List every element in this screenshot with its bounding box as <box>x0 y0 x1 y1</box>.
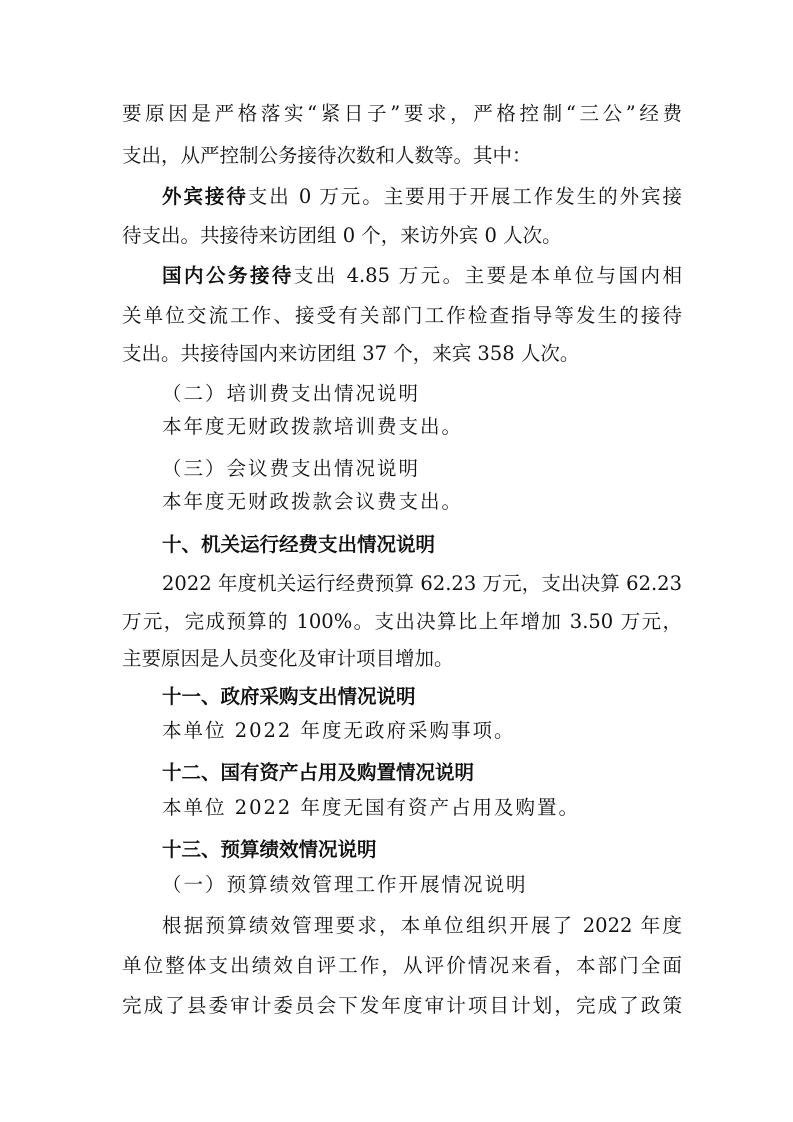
section10-heading: 十、机关运行经费支出情况说明 <box>162 533 436 556</box>
para3-line1 <box>162 262 682 290</box>
meeting-text: 本年度无财政拨款会议费支出。 <box>162 490 464 513</box>
training-text: 本年度无财政拨款培训费支出。 <box>162 415 464 438</box>
section10-line2: 万元，完成预算的 100%。支出决算比上年增加 3.50 万元， <box>122 610 682 633</box>
para2-line1 <box>162 183 682 211</box>
section12-text: 本单位 2022 年度无国有资产占用及购置。 <box>162 796 581 819</box>
meeting-heading: （三）会议费支出情况说明 <box>162 457 421 480</box>
section13-line2: 单位整体支出绩效自评工作，从评价情况来看，本部门全面 <box>122 954 682 977</box>
section11-heading: 十一、政府采购支出情况说明 <box>162 685 416 708</box>
para1-line1: 要原因是严格落实“紧日子”要求，严格控制“三公”经费 <box>122 102 682 125</box>
para2-line1-rest: 支出 0 万元。主要用于开展工作发生的外宾接 <box>247 185 682 208</box>
para2-bold-term: 外宾接待 <box>162 185 248 208</box>
para3-line2: 关单位交流工作、接受有关部门工作检查指导等发生的接待 <box>122 304 682 327</box>
section10-line3: 主要原因是人员变化及审计项目增加。 <box>122 647 454 670</box>
para1-line2: 支出，从严控制公务接待次数和人数等。其中： <box>122 144 532 167</box>
para3-line1-rest: 支出 4.85 万元。主要是本单位与国内相 <box>293 264 682 287</box>
section11-text: 本单位 2022 年度无政府采购事项。 <box>162 719 516 742</box>
section13-line3: 完成了县委审计委员会下发年度审计项目计划，完成了政策 <box>122 994 682 1017</box>
section13-heading: 十三、预算绩效情况说明 <box>162 838 377 861</box>
section13-subheading: （一）预算绩效管理工作开展情况说明 <box>162 873 528 896</box>
para2-line2: 待支出。共接待来访团组 0 个，来访外宾 0 人次。 <box>122 224 562 247</box>
section12-heading: 十二、国有资产占用及购置情况说明 <box>162 761 475 784</box>
para3-bold-term: 国内公务接待 <box>162 264 294 287</box>
para3-line3: 支出。共接待国内来访团组 37 个，来宾 358 人次。 <box>122 342 580 365</box>
section13-line1: 根据预算绩效管理要求，本单位组织开展了 2022 年度 <box>162 914 682 937</box>
section10-line1: 2022 年度机关运行经费预算 62.23 万元，支出决算 62.23 <box>162 572 682 595</box>
training-heading: （二）培训费支出情况说明 <box>162 382 421 405</box>
